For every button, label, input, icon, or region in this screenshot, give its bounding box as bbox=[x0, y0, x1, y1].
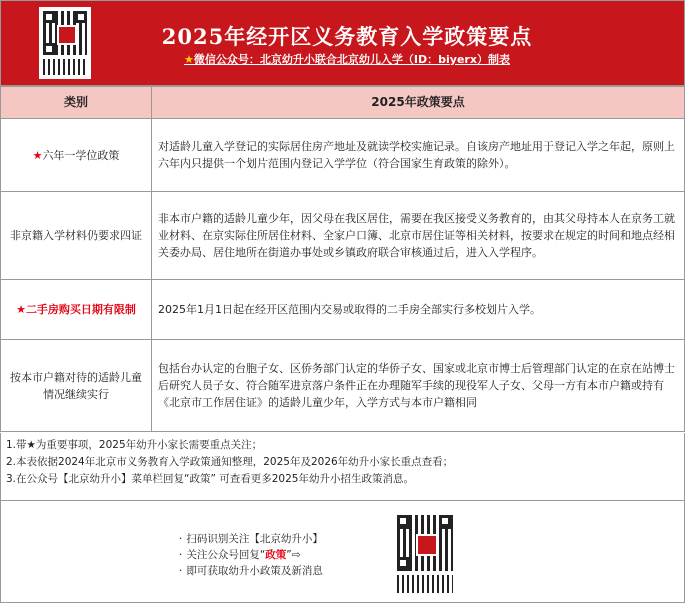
note-item: 3.在公众号【北京幼升小】菜单栏回复“政策” 可查看更多2025年幼升小招生政策消息。 bbox=[6, 473, 414, 485]
star-icon: ★ bbox=[16, 303, 26, 316]
footer-text: 即可获取幼升小政策及新消息 bbox=[186, 565, 323, 577]
policy-table bbox=[0, 86, 685, 432]
row-category bbox=[1, 340, 152, 432]
bullet-icon: · bbox=[179, 533, 183, 545]
policy-keyword: 政策 bbox=[265, 549, 287, 561]
footer-text: 关注公众号回复“ bbox=[186, 549, 266, 561]
table-header-row bbox=[1, 87, 685, 119]
table-row bbox=[1, 280, 685, 340]
note-item: 1.带★为重要事项，2025年幼升小家长需要重点关注； bbox=[6, 439, 263, 451]
footer bbox=[0, 501, 685, 603]
row-category bbox=[1, 119, 152, 192]
row-category bbox=[1, 280, 152, 340]
row-content: 2025年1月1日起在经开区范围内交易或取得的二手房全部实行多校划片入学。 bbox=[152, 280, 685, 340]
qr-code-icon bbox=[393, 511, 457, 595]
table-row bbox=[1, 192, 685, 280]
table-row bbox=[1, 340, 685, 432]
footer-item bbox=[179, 563, 323, 579]
category-label: 六年一学位政策 bbox=[42, 148, 120, 162]
subtitle bbox=[97, 51, 597, 67]
category-label: 二手房购买日期有限制 bbox=[25, 303, 136, 316]
footer-item bbox=[179, 547, 323, 563]
footer-item bbox=[179, 531, 323, 547]
footer-text: 扫码识别关注【北京幼升小】 bbox=[186, 533, 323, 545]
star-icon: ★ bbox=[32, 148, 43, 162]
qr-code-icon bbox=[39, 7, 91, 79]
header-banner bbox=[0, 0, 685, 86]
notes-section bbox=[0, 433, 685, 501]
page-title: 2025年经开区义务教育入学政策要点 bbox=[161, 24, 533, 49]
note-item: 2.本表依据2024年北京市义务教育入学政策通知整理，2025年及2026年幼升小家长重点查看； bbox=[6, 456, 454, 468]
row-content: 非本市户籍的适龄儿童少年，因父母在我区居住，需要在我区接受义务教育的，由其父母持本人在京务工就业材料、在京实际住所居住材料、全家户口簿、北京市居住证等相关材料，按要求在规定的时间和地点经相关委办局、居住地所在街道办事处或乡镇政府联合审核通过后，进入入学程序。 bbox=[152, 192, 685, 280]
arrow-right-icon: ”⇨ bbox=[286, 549, 301, 561]
header-category: 类别 bbox=[1, 87, 152, 119]
subtitle-text: 微信公众号：北京幼升小联合北京幼儿入学（ID：biyerx）制表 bbox=[193, 53, 510, 66]
bullet-icon: · bbox=[179, 565, 183, 577]
bullet-icon: · bbox=[179, 549, 183, 561]
row-content: 对适龄儿童入学登记的实际居住房产地址及就读学校实施记录。自该房产地址用于登记入学之年起，原则上六年内只提供一个划片范围内登记入学学位（符合国家生育政策的除外）。 bbox=[152, 119, 685, 192]
star-icon: ★ bbox=[184, 53, 194, 66]
row-content: 包括台办认定的台胞子女、区侨务部门认定的华侨子女、国家或北京市博士后管理部门认定的在京在站博士后研究人员子女、符合随军进京落户条件正在办理随军手续的现役军人子女、父母一方有本市户籍或持有《北京市工作居住证》的适龄儿童少年，入学方式与本市户籍相同 bbox=[152, 340, 685, 432]
category-label: 非京籍入学材料仍要求四证 bbox=[10, 229, 142, 242]
row-category bbox=[1, 192, 152, 280]
table-row bbox=[1, 119, 685, 192]
category-label: 按本市户籍对待的适龄儿童情况继续实行 bbox=[10, 370, 142, 401]
footer-list bbox=[179, 531, 323, 579]
header-content: 2025年政策要点 bbox=[152, 87, 685, 119]
